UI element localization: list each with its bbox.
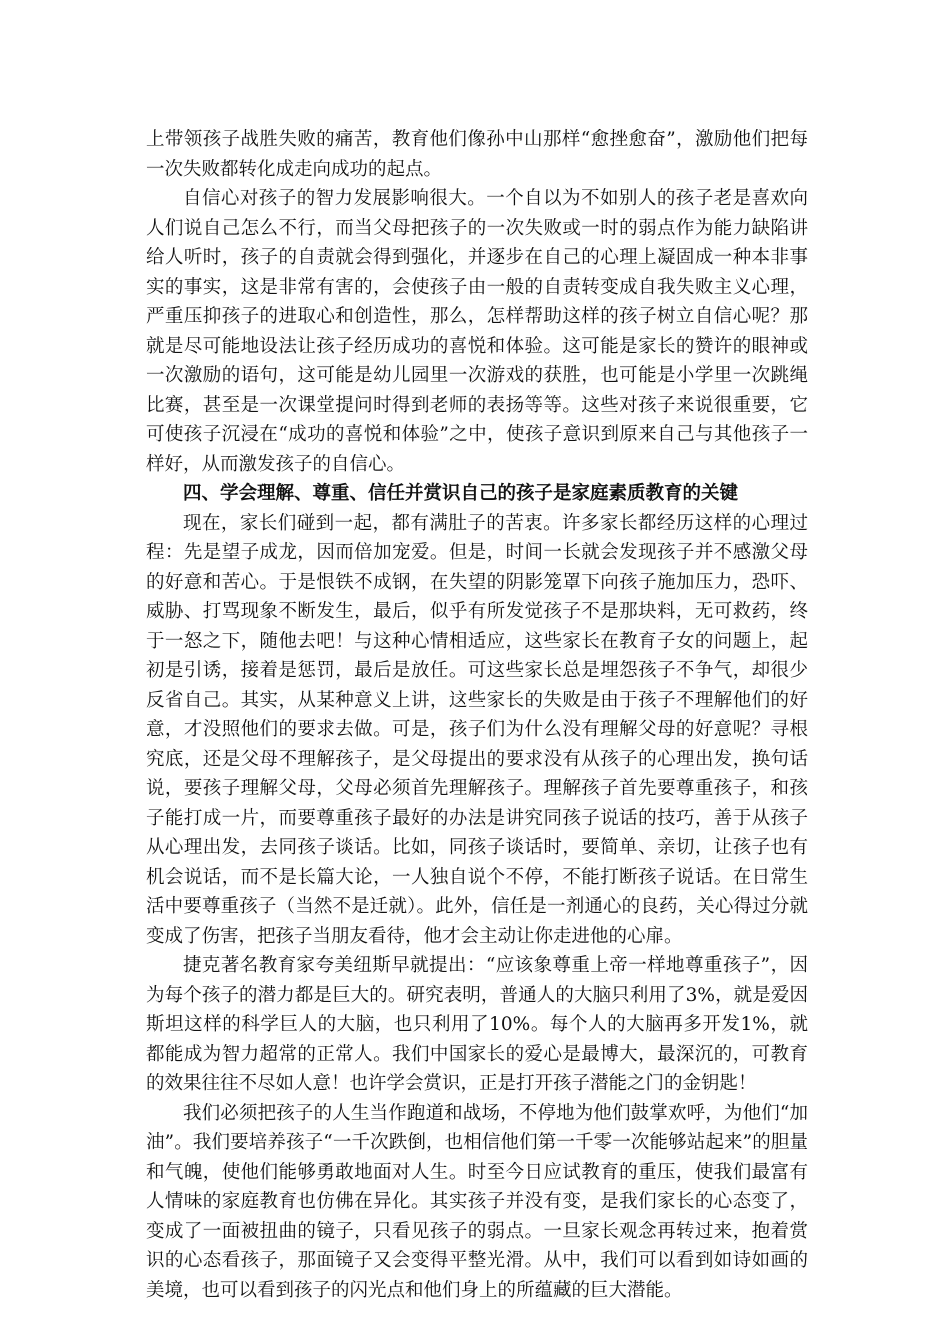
paragraph-encouragement: 我们必须把孩子的人生当作跑道和战场，不停地为他们鼓掌欢呼，为他们“加油”。我们要培养孩子“一千次跌倒，也相信他们第一千零一次能够站起来”的胆量和气魄，使他们能够勇敢地面对人生。时至今日应试教育的重压，使我们最富有人情味的家庭教育也仿佛在异化。其实孩子并没有变，是我们家长的心态变了，变成了一面被扭曲的镜子，只看见孩子的弱点。一旦家长观念再转过来，抱着赏识的心态看孩子，那面镜子又会变得平整光滑。从中，我们可以看到如诗如画的美境，也可以看到孩子的闪光点和他们身上的所蕴藏的巨大潜能。 [146,1102,808,1301]
paragraph-comenius: 捷克著名教育家夸美纽斯早就提出：“应该象尊重上帝一样地尊重孩子”，因为每个孩子的潜力都是巨大的。研究表明，普通人的大脑只利用了3%，就是爱因斯坦这样的科学巨人的大脑，也只利用了10%。每个人的大脑再多开发1%，就都能成为智力超常的正常人。我们中国家长的爱心是最博大，最深沉的，可教育的效果往往不尽如人意！也许学会赏识，正是打开孩子潜能之门的金钥匙！ [146,955,808,1094]
paragraph-continuation: 上带领孩子战胜失败的痛苦，教育他们像孙中山那样“愈挫愈奋”，激励他们把每一次失败都转化成走向成功的起点。 [146,129,808,180]
section-heading-4: 四、学会理解、尊重、信任并赏识自己的孩子是家庭素质教育的关键 [183,483,739,504]
document-body [146,125,808,1305]
paragraph-understanding: 现在，家长们碰到一起，都有满肚子的苦衷。许多家长都经历这样的心理过程：先是望子成龙，因而倍加宠爱。但是，时间一长就会发现孩子并不感激父母的好意和苦心。于是恨铁不成钢，在失望的阴影笼罩下向孩子施加压力，恐吓、威胁、打骂现象不断发生，最后，似乎有所发觉孩子不是那块料，无可救药，终于一怒之下，随他去吧！与这种心情相适应，这些家长在教育子女的问题上，起初是引诱，接着是惩罚，最后是放任。可这些家长总是埋怨孩子不争气，却很少反省自己。其实，从某种意义上讲，这些家长的失败是由于孩子不理解他们的好意，才没照他们的要求去做。可是，孩子们为什么没有理解父母的好意呢？寻根究底，还是父母不理解孩子，是父母提出的要求没有从孩子的心理出发，换句话说，要孩子理解父母，父母必须首先理解孩子。理解孩子首先要尊重孩子，和孩子能打成一片，而要尊重孩子最好的办法是讲究同孩子说话的技巧，善于从孩子从心理出发，去同孩子谈话。比如，同孩子谈话时，要简单、亲切，让孩子也有机会说话，而不是长篇大论，一人独自说个不停，不能打断孩子说话。在日常生活中要尊重孩子（当然不是迁就）。此外，信任是一剂通心的良药，关心得过分就变成了伤害，把孩子当朋友看待，他才会主动让你走进他的心扉。 [146,512,808,947]
paragraph-self-confidence: 自信心对孩子的智力发展影响很大。一个自以为不如别人的孩子老是喜欢向人们说自己怎么不行，而当父母把孩子的一次失败或一时的弱点作为能力缺陷讲给人听时，孩子的自责就会得到强化，并逐步在自己的心理上凝固成一种本非事实的事实，这是非常有害的，会使孩子由一般的自责转变成自我失败主义心理，严重压抑孩子的进取心和创造性，那么，怎样帮助这样的孩子树立自信心呢？那就是尽可能地设法让孩子经历成功的喜悦和体验。这可能是家长的赞许的眼神或一次激励的语句，这可能是幼儿园里一次游戏的获胜，也可能是小学里一次跳绳比赛，甚至是一次课堂提问时得到老师的表扬等等。这些对孩子来说很重要，它可使孩子沉浸在“成功的喜悦和体验”之中，使孩子意识到原来自己与其他孩子一样好，从而激发孩子的自信心。 [146,188,808,475]
